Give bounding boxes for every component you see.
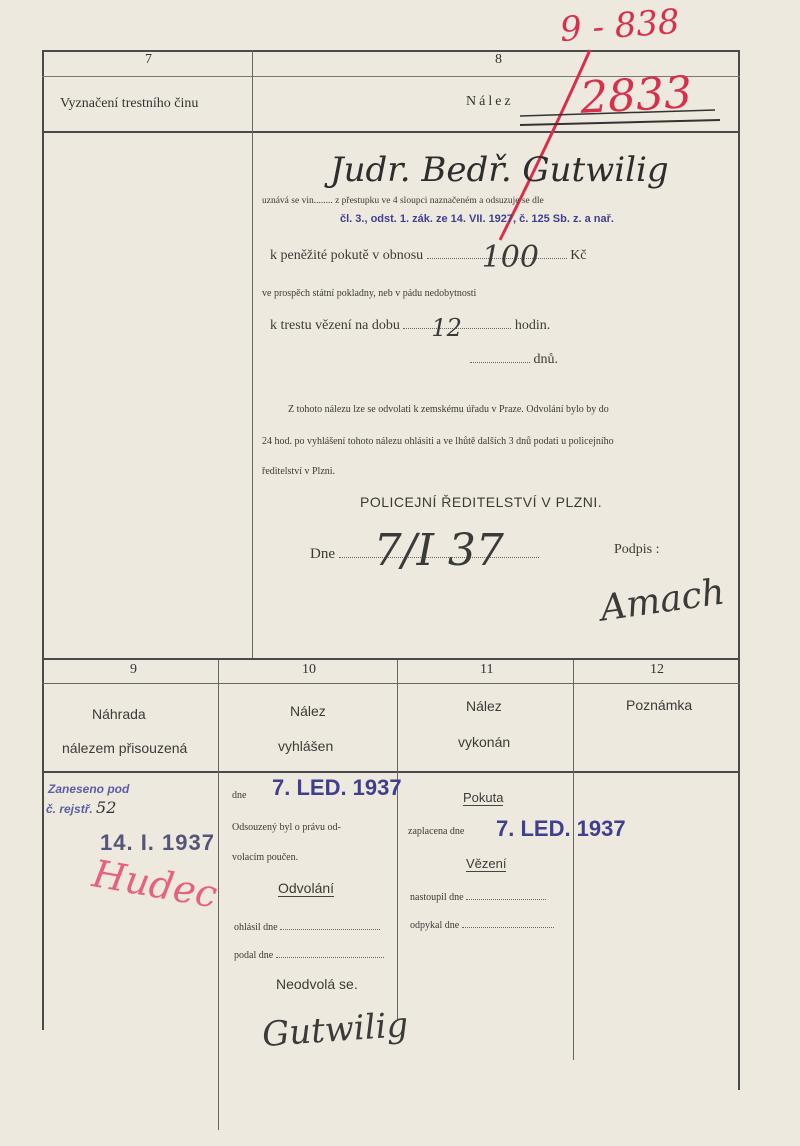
treasury-line: ve prospěch státní pokladny, neb v pádu nedobytnosti [262, 288, 477, 299]
date-value: 7/I 37 [373, 525, 504, 576]
days-unit: dnů. [533, 352, 558, 367]
fine-value: 100 [481, 240, 539, 275]
col7-header: Vyznačení trestního činu [60, 96, 199, 111]
days-line [470, 352, 558, 368]
col10-date-stamp: 7. LED. 1937 [272, 775, 402, 800]
signature-label: Podpis : [614, 542, 660, 557]
handwritten-name: Judr. Bedř. Gutwilig [330, 150, 669, 190]
col8-number: 8 [495, 52, 502, 67]
prison-unit: hodin. [514, 318, 551, 333]
col11-divider [573, 660, 574, 1060]
law-stamp: čl. 3., odst. 1. zák. ze 14. VII. 1927, č. 125 Sb. z. a nař. [340, 213, 614, 225]
prison-value: 12 [431, 314, 462, 342]
date-line [310, 525, 539, 576]
started-line [410, 892, 546, 903]
no-appeal-text: Neodvolá se. [276, 976, 358, 992]
col12-number: 12 [650, 662, 664, 677]
col10-number: 10 [302, 662, 316, 677]
fine-heading: Pokuta [463, 790, 504, 805]
paid-line [408, 826, 464, 837]
col8-header: Nález [466, 94, 514, 109]
appeal-text-2: 24 hod. po vyhlášení tohoto nálezu ohlásiti a ve lhůtě dalších 3 dnů podati u policejního [262, 436, 614, 447]
red-signature: Hudec [89, 851, 221, 917]
col7-number: 7 [145, 52, 152, 67]
col12-header: Poznámka [626, 697, 693, 713]
col11-header-1: Nález [466, 698, 502, 714]
col9-date-stamp: 14. I. 1937 [100, 830, 215, 855]
announced-line [234, 922, 380, 933]
col10-header-2: vyhlášen [278, 738, 334, 754]
appeal-text-1: Z tohoto nálezu lze se odvolati k zemskému úřadu v Praze. Odvolání bylo by do [288, 404, 609, 415]
col9-number: 9 [130, 662, 137, 677]
date-label: Dne [310, 546, 335, 562]
registry-label: č. rejstř. [46, 802, 93, 816]
served-line [410, 920, 554, 931]
registry-number: 52 [96, 798, 117, 817]
announced-label: ohlásil dne [234, 922, 278, 933]
filed-label: podal dne [234, 950, 274, 961]
bottom-header-line [42, 771, 740, 773]
col10-text2: volacím poučen. [232, 852, 299, 863]
verdict-line: uznává se vin........ z přestupku ve 4 sloupci naznačeném a odsuzuje se dle [262, 196, 544, 206]
registry-stamp-line2 [46, 798, 116, 817]
prison-label: k trestu vězení na dobu [270, 318, 400, 333]
appeal-text-3: ředitelství v Plzni. [262, 466, 336, 477]
registry-stamp-line1: Zaneseno pod [48, 782, 130, 796]
col10-dne-line [232, 790, 246, 801]
fine-line [270, 240, 587, 275]
red-registry-mark: 9 - 838 [558, 1, 681, 51]
red-registry-number: 2833 [578, 67, 694, 124]
col10-dne-label: dne [232, 790, 247, 801]
col10-text1: Odsouzený byl o právu od- [232, 822, 341, 833]
fine-label: k peněžité pokutě v obnosu [270, 248, 424, 263]
fine-unit: Kč [570, 248, 587, 263]
col11-number: 11 [480, 662, 494, 677]
filed-line [234, 950, 384, 961]
appeal-heading: Odvolání [278, 880, 335, 896]
col10-header-1: Nález [290, 703, 326, 719]
col7-divider [252, 50, 253, 660]
paid-label: zaplacena dne [408, 826, 465, 837]
bottom-num-row-line [42, 683, 740, 684]
prison-line [270, 314, 551, 342]
frame-left-line [42, 50, 44, 1030]
section-divider [42, 658, 740, 660]
col10-divider [397, 660, 398, 1020]
started-label: nastoupil dne [410, 892, 464, 903]
prison-heading: Vězení [466, 856, 507, 871]
col9-header-1: Náhrada [92, 706, 146, 722]
served-label: odpykal dne [410, 920, 460, 931]
col9-header-2: nálezem přisouzená [62, 740, 188, 756]
col9-divider [218, 660, 219, 1130]
col11-header-2: vykonán [458, 734, 511, 750]
convict-signature: Gutwilig [260, 1004, 410, 1056]
official-signature: Amach [597, 571, 728, 630]
col11-date-stamp: 7. LED. 1937 [496, 816, 626, 841]
authority-title: POLICEJNÍ ŘEDITELSTVÍ V PLZNI. [360, 494, 603, 510]
